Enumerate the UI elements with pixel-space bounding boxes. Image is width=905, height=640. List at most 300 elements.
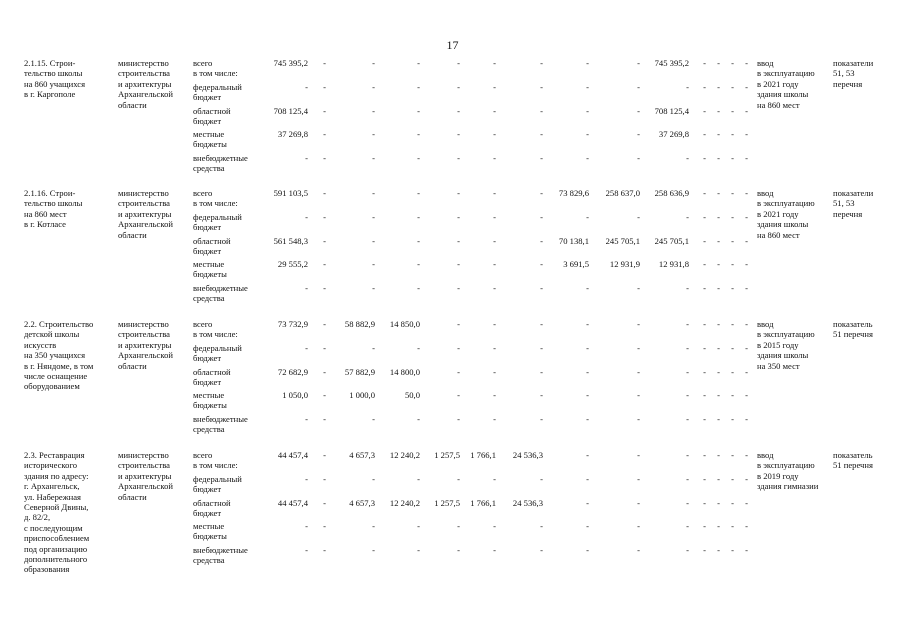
empty-cell: -	[323, 367, 326, 377]
empty-cell: -	[703, 106, 706, 116]
empty-cell: -	[745, 367, 748, 377]
funding-source-label: внебюджетные средства	[193, 153, 248, 174]
empty-cell: -	[731, 58, 734, 68]
expected-result: ввод в эксплуатацию в 2021 году здания школы на 860 мест	[757, 58, 815, 110]
amount-cell: 245 705,1	[654, 236, 689, 246]
amount-cell: 1 766,1	[470, 498, 496, 508]
empty-cell: -	[417, 414, 420, 424]
empty-cell: -	[305, 82, 308, 92]
empty-cell: -	[372, 259, 375, 269]
amount-cell: 258 636,9	[654, 188, 689, 198]
empty-cell: -	[703, 521, 706, 531]
empty-cell: -	[372, 545, 375, 555]
empty-cell: -	[717, 106, 720, 116]
amount-cell: 4 657,3	[349, 498, 375, 508]
empty-cell: -	[323, 82, 326, 92]
amount-cell: 58 882,9	[344, 319, 375, 329]
empty-cell: -	[686, 367, 689, 377]
indicators: показатель 51 перечня	[833, 319, 873, 340]
empty-cell: -	[717, 414, 720, 424]
empty-cell: -	[493, 259, 496, 269]
empty-cell: -	[323, 129, 326, 139]
empty-cell: -	[457, 545, 460, 555]
empty-cell: -	[745, 236, 748, 246]
empty-cell: -	[493, 390, 496, 400]
indicators: показатель 51 перечня	[833, 450, 873, 471]
page-number: 17	[446, 38, 459, 52]
empty-cell: -	[586, 521, 589, 531]
empty-cell: -	[637, 474, 640, 484]
empty-cell: -	[372, 236, 375, 246]
empty-cell: -	[745, 343, 748, 353]
empty-cell: -	[586, 212, 589, 222]
empty-cell: -	[686, 319, 689, 329]
empty-cell: -	[540, 106, 543, 116]
empty-cell: -	[731, 367, 734, 377]
empty-cell: -	[417, 58, 420, 68]
empty-cell: -	[540, 283, 543, 293]
empty-cell: -	[493, 153, 496, 163]
empty-cell: -	[540, 153, 543, 163]
amount-cell: 37 269,8	[658, 129, 689, 139]
empty-cell: -	[457, 319, 460, 329]
empty-cell: -	[372, 129, 375, 139]
empty-cell: -	[493, 545, 496, 555]
empty-cell: -	[305, 414, 308, 424]
empty-cell: -	[586, 474, 589, 484]
amount-cell: 72 682,9	[277, 367, 308, 377]
amount-cell: 1 766,1	[470, 450, 496, 460]
amount-cell: 12 931,8	[658, 259, 689, 269]
empty-cell: -	[586, 106, 589, 116]
empty-cell: -	[417, 474, 420, 484]
empty-cell: -	[717, 367, 720, 377]
amount-cell: 1 050,0	[282, 390, 308, 400]
empty-cell: -	[717, 188, 720, 198]
empty-cell: -	[323, 283, 326, 293]
empty-cell: -	[586, 450, 589, 460]
funding-source-label: федеральный бюджет	[193, 212, 242, 233]
empty-cell: -	[457, 188, 460, 198]
empty-cell: -	[457, 106, 460, 116]
empty-cell: -	[717, 153, 720, 163]
empty-cell: -	[417, 212, 420, 222]
empty-cell: -	[323, 414, 326, 424]
funding-source-label: внебюджетные средства	[193, 283, 248, 304]
measure-title: 2.2. Строительство детской школы искусств на 350 учащихся в г. Няндоме, в том числе оснащение оборудованием	[24, 319, 94, 392]
empty-cell: -	[731, 153, 734, 163]
empty-cell: -	[745, 521, 748, 531]
empty-cell: -	[731, 521, 734, 531]
empty-cell: -	[417, 283, 420, 293]
funding-source-label: федеральный бюджет	[193, 343, 242, 364]
empty-cell: -	[637, 450, 640, 460]
empty-cell: -	[731, 474, 734, 484]
empty-cell: -	[717, 319, 720, 329]
empty-cell: -	[637, 212, 640, 222]
empty-cell: -	[686, 474, 689, 484]
empty-cell: -	[305, 545, 308, 555]
empty-cell: -	[586, 545, 589, 555]
empty-cell: -	[493, 474, 496, 484]
funding-source-label: внебюджетные средства	[193, 545, 248, 566]
empty-cell: -	[457, 474, 460, 484]
empty-cell: -	[457, 259, 460, 269]
empty-cell: -	[586, 319, 589, 329]
amount-cell: 708 125,4	[273, 106, 308, 116]
empty-cell: -	[686, 498, 689, 508]
amount-cell: 745 395,2	[654, 58, 689, 68]
empty-cell: -	[305, 343, 308, 353]
empty-cell: -	[745, 498, 748, 508]
empty-cell: -	[323, 474, 326, 484]
empty-cell: -	[731, 545, 734, 555]
empty-cell: -	[493, 343, 496, 353]
empty-cell: -	[323, 236, 326, 246]
amount-cell: 73 732,9	[277, 319, 308, 329]
empty-cell: -	[686, 450, 689, 460]
empty-cell: -	[540, 129, 543, 139]
empty-cell: -	[686, 82, 689, 92]
amount-cell: 44 457,4	[277, 498, 308, 508]
empty-cell: -	[457, 414, 460, 424]
empty-cell: -	[323, 153, 326, 163]
empty-cell: -	[457, 129, 460, 139]
empty-cell: -	[586, 153, 589, 163]
empty-cell: -	[417, 545, 420, 555]
funding-source-label: всего в том числе:	[193, 188, 238, 209]
empty-cell: -	[372, 82, 375, 92]
empty-cell: -	[372, 188, 375, 198]
empty-cell: -	[717, 521, 720, 531]
empty-cell: -	[417, 343, 420, 353]
empty-cell: -	[745, 188, 748, 198]
amount-cell: 14 800,0	[389, 367, 420, 377]
empty-cell: -	[717, 58, 720, 68]
amount-cell: 561 548,3	[273, 236, 308, 246]
empty-cell: -	[637, 58, 640, 68]
empty-cell: -	[323, 498, 326, 508]
empty-cell: -	[323, 390, 326, 400]
empty-cell: -	[372, 106, 375, 116]
funding-source-label: федеральный бюджет	[193, 474, 242, 495]
amount-cell: 57 882,9	[344, 367, 375, 377]
empty-cell: -	[703, 212, 706, 222]
empty-cell: -	[637, 129, 640, 139]
empty-cell: -	[493, 414, 496, 424]
empty-cell: -	[703, 82, 706, 92]
empty-cell: -	[703, 188, 706, 198]
amount-cell: 1 257,5	[434, 450, 460, 460]
empty-cell: -	[323, 545, 326, 555]
amount-cell: 591 103,5	[273, 188, 308, 198]
empty-cell: -	[305, 212, 308, 222]
empty-cell: -	[323, 319, 326, 329]
empty-cell: -	[745, 129, 748, 139]
empty-cell: -	[540, 414, 543, 424]
empty-cell: -	[717, 129, 720, 139]
empty-cell: -	[457, 283, 460, 293]
empty-cell: -	[540, 390, 543, 400]
empty-cell: -	[540, 58, 543, 68]
empty-cell: -	[731, 106, 734, 116]
empty-cell: -	[305, 153, 308, 163]
executor: министерство строительства и архитектуры Архангельской области	[118, 450, 173, 502]
empty-cell: -	[717, 259, 720, 269]
amount-cell: 44 457,4	[277, 450, 308, 460]
empty-cell: -	[703, 153, 706, 163]
empty-cell: -	[493, 367, 496, 377]
empty-cell: -	[686, 545, 689, 555]
empty-cell: -	[703, 58, 706, 68]
empty-cell: -	[745, 390, 748, 400]
amount-cell: 245 705,1	[605, 236, 640, 246]
empty-cell: -	[417, 129, 420, 139]
empty-cell: -	[417, 82, 420, 92]
empty-cell: -	[745, 58, 748, 68]
empty-cell: -	[540, 188, 543, 198]
empty-cell: -	[417, 236, 420, 246]
funding-source-label: областной бюджет	[193, 498, 231, 519]
empty-cell: -	[457, 390, 460, 400]
empty-cell: -	[305, 521, 308, 531]
empty-cell: -	[731, 212, 734, 222]
empty-cell: -	[417, 521, 420, 531]
amount-cell: 12 240,2	[389, 498, 420, 508]
measure-title: 2.3. Реставрация исторического здания по адресу: г. Архангельск, ул. Набережная Северной Двины, д. 82/2, с последующим приспособлением под организацию дополнительного образования	[24, 450, 90, 575]
executor: министерство строительства и архитектуры Архангельской области	[118, 319, 173, 371]
empty-cell: -	[745, 450, 748, 460]
empty-cell: -	[637, 153, 640, 163]
empty-cell: -	[731, 283, 734, 293]
empty-cell: -	[637, 545, 640, 555]
amount-cell: 24 536,3	[512, 450, 543, 460]
empty-cell: -	[745, 283, 748, 293]
empty-cell: -	[493, 82, 496, 92]
funding-source-label: федеральный бюджет	[193, 82, 242, 103]
empty-cell: -	[372, 474, 375, 484]
empty-cell: -	[372, 283, 375, 293]
empty-cell: -	[457, 58, 460, 68]
empty-cell: -	[731, 188, 734, 198]
expected-result: ввод в эксплуатацию в 2021 году здания школы на 860 мест	[757, 188, 815, 240]
empty-cell: -	[717, 236, 720, 246]
empty-cell: -	[717, 283, 720, 293]
amount-cell: 50,0	[404, 390, 420, 400]
empty-cell: -	[457, 521, 460, 531]
expected-result: ввод в эксплуатацию в 2015 году здания школы на 350 мест	[757, 319, 815, 371]
empty-cell: -	[417, 188, 420, 198]
indicators: показатели 51, 53 перечня	[833, 58, 874, 89]
empty-cell: -	[540, 236, 543, 246]
empty-cell: -	[686, 153, 689, 163]
empty-cell: -	[493, 521, 496, 531]
empty-cell: -	[703, 474, 706, 484]
empty-cell: -	[703, 390, 706, 400]
empty-cell: -	[586, 367, 589, 377]
empty-cell: -	[717, 212, 720, 222]
empty-cell: -	[457, 367, 460, 377]
funding-source-label: местные бюджеты	[193, 259, 227, 280]
executor: министерство строительства и архитектуры Архангельской области	[118, 188, 173, 240]
empty-cell: -	[323, 188, 326, 198]
empty-cell: -	[686, 343, 689, 353]
amount-cell: 24 536,3	[512, 498, 543, 508]
empty-cell: -	[372, 153, 375, 163]
empty-cell: -	[686, 414, 689, 424]
funding-source-label: областной бюджет	[193, 106, 231, 127]
empty-cell: -	[540, 545, 543, 555]
empty-cell: -	[717, 498, 720, 508]
funding-source-label: местные бюджеты	[193, 129, 227, 150]
empty-cell: -	[703, 319, 706, 329]
funding-source-label: внебюджетные средства	[193, 414, 248, 435]
empty-cell: -	[731, 343, 734, 353]
empty-cell: -	[637, 498, 640, 508]
empty-cell: -	[686, 521, 689, 531]
empty-cell: -	[703, 343, 706, 353]
empty-cell: -	[586, 283, 589, 293]
empty-cell: -	[637, 367, 640, 377]
empty-cell: -	[586, 498, 589, 508]
funding-source-label: местные бюджеты	[193, 521, 227, 542]
empty-cell: -	[703, 498, 706, 508]
empty-cell: -	[731, 390, 734, 400]
empty-cell: -	[745, 212, 748, 222]
empty-cell: -	[323, 58, 326, 68]
empty-cell: -	[703, 367, 706, 377]
empty-cell: -	[637, 283, 640, 293]
empty-cell: -	[586, 390, 589, 400]
empty-cell: -	[703, 259, 706, 269]
empty-cell: -	[540, 82, 543, 92]
empty-cell: -	[703, 129, 706, 139]
expected-result: ввод в эксплуатацию в 2019 году здания гимназии	[757, 450, 819, 492]
empty-cell: -	[540, 343, 543, 353]
empty-cell: -	[493, 283, 496, 293]
empty-cell: -	[586, 129, 589, 139]
amount-cell: 4 657,3	[349, 450, 375, 460]
amount-cell: 29 555,2	[277, 259, 308, 269]
amount-cell: 258 637,0	[605, 188, 640, 198]
empty-cell: -	[717, 545, 720, 555]
empty-cell: -	[372, 212, 375, 222]
amount-cell: 73 829,6	[558, 188, 589, 198]
funding-source-label: областной бюджет	[193, 236, 231, 257]
empty-cell: -	[703, 283, 706, 293]
empty-cell: -	[703, 236, 706, 246]
empty-cell: -	[323, 343, 326, 353]
amount-cell: 1 257,5	[434, 498, 460, 508]
empty-cell: -	[637, 319, 640, 329]
empty-cell: -	[540, 474, 543, 484]
empty-cell: -	[305, 474, 308, 484]
funding-source-label: всего в том числе:	[193, 319, 238, 340]
executor: министерство строительства и архитектуры Архангельской области	[118, 58, 173, 110]
empty-cell: -	[540, 259, 543, 269]
empty-cell: -	[493, 236, 496, 246]
empty-cell: -	[417, 106, 420, 116]
funding-source-label: местные бюджеты	[193, 390, 227, 411]
empty-cell: -	[417, 153, 420, 163]
empty-cell: -	[323, 521, 326, 531]
amount-cell: 14 850,0	[389, 319, 420, 329]
empty-cell: -	[493, 212, 496, 222]
empty-cell: -	[372, 58, 375, 68]
funding-source-label: всего в том числе:	[193, 58, 238, 79]
amount-cell: 12 931,9	[609, 259, 640, 269]
empty-cell: -	[493, 188, 496, 198]
measure-title: 2.1.16. Строи- тельство школы на 860 мест в г. Котласе	[24, 188, 83, 230]
empty-cell: -	[745, 545, 748, 555]
empty-cell: -	[717, 390, 720, 400]
empty-cell: -	[731, 414, 734, 424]
funding-source-label: всего в том числе:	[193, 450, 238, 471]
empty-cell: -	[745, 319, 748, 329]
funding-source-label: областной бюджет	[193, 367, 231, 388]
empty-cell: -	[731, 236, 734, 246]
empty-cell: -	[745, 153, 748, 163]
empty-cell: -	[586, 82, 589, 92]
amount-cell: 37 269,8	[277, 129, 308, 139]
empty-cell: -	[717, 82, 720, 92]
empty-cell: -	[493, 319, 496, 329]
measure-title: 2.1.15. Строи- тельство школы на 860 учащихся в г. Каргополе	[24, 58, 86, 100]
amount-cell: 745 395,2	[273, 58, 308, 68]
amount-cell: 12 240,2	[389, 450, 420, 460]
empty-cell: -	[717, 343, 720, 353]
empty-cell: -	[457, 343, 460, 353]
empty-cell: -	[493, 129, 496, 139]
empty-cell: -	[745, 82, 748, 92]
empty-cell: -	[731, 450, 734, 460]
indicators: показатели 51, 53 перечня	[833, 188, 874, 219]
amount-cell: 3 691,5	[563, 259, 589, 269]
empty-cell: -	[637, 414, 640, 424]
amount-cell: 1 000,0	[349, 390, 375, 400]
empty-cell: -	[323, 450, 326, 460]
empty-cell: -	[686, 283, 689, 293]
empty-cell: -	[745, 414, 748, 424]
empty-cell: -	[731, 498, 734, 508]
empty-cell: -	[703, 545, 706, 555]
empty-cell: -	[686, 212, 689, 222]
empty-cell: -	[731, 129, 734, 139]
empty-cell: -	[586, 414, 589, 424]
empty-cell: -	[637, 82, 640, 92]
amount-cell: 70 138,1	[558, 236, 589, 246]
empty-cell: -	[305, 283, 308, 293]
empty-cell: -	[493, 58, 496, 68]
empty-cell: -	[637, 521, 640, 531]
empty-cell: -	[637, 106, 640, 116]
empty-cell: -	[586, 343, 589, 353]
empty-cell: -	[637, 343, 640, 353]
empty-cell: -	[731, 319, 734, 329]
empty-cell: -	[372, 414, 375, 424]
empty-cell: -	[493, 106, 496, 116]
empty-cell: -	[323, 106, 326, 116]
empty-cell: -	[540, 212, 543, 222]
empty-cell: -	[745, 259, 748, 269]
empty-cell: -	[703, 450, 706, 460]
empty-cell: -	[540, 319, 543, 329]
empty-cell: -	[637, 390, 640, 400]
empty-cell: -	[703, 414, 706, 424]
empty-cell: -	[323, 259, 326, 269]
amount-cell: 708 125,4	[654, 106, 689, 116]
empty-cell: -	[372, 521, 375, 531]
